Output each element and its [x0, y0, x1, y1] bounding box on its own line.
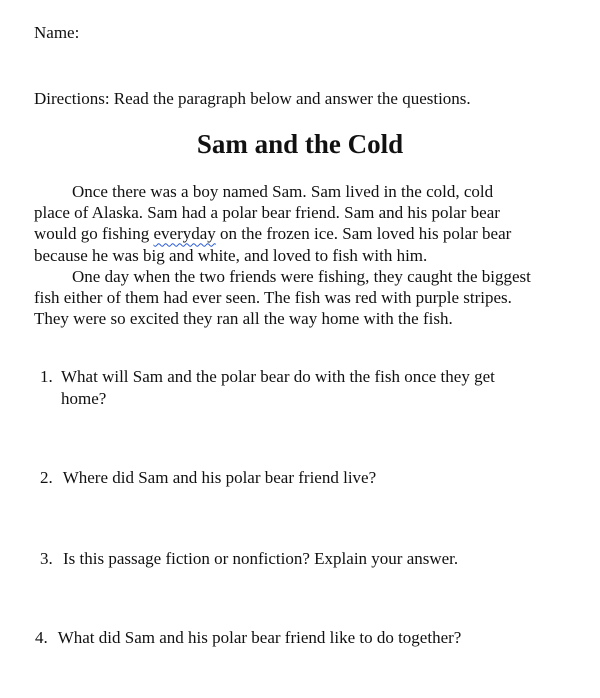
question-text: Where did Sam and his polar bear friend live?: [62, 468, 377, 487]
question-1: [40, 366, 495, 408]
spellcheck-flagged-word: everyday: [153, 224, 216, 244]
passage-paragraph-1: [34, 181, 574, 266]
passage-paragraph-2: [34, 266, 574, 330]
question-text: Is this passage fiction or nonfiction? Explain your answer.: [63, 549, 459, 568]
reading-passage: [34, 181, 574, 329]
directions-text: Directions: Read the paragraph below and answer the questions.: [34, 89, 471, 108]
question-3: [40, 548, 458, 570]
question-4: [35, 627, 461, 649]
passage-line: place of Alaska. Sam had a polar bear friend. Sam and his polar bear: [34, 203, 500, 223]
passage-line: [34, 223, 574, 244]
question-number: 1.: [40, 367, 53, 386]
passage-line: They were so excited they ran all the way home with the fish.: [34, 309, 453, 329]
passage-title: Sam and the Cold: [196, 129, 404, 159]
passage-line: because he was big and white, and loved to fish with him.: [34, 245, 428, 265]
name-label: Name:: [34, 23, 80, 42]
question-2: [40, 467, 376, 489]
question-number: 4.: [35, 628, 48, 647]
question-number: 3.: [40, 549, 53, 568]
passage-line: One day when the two friends were fishing, they caught the biggest: [72, 266, 531, 286]
passage-line: fish either of them had ever seen. The fish was red with purple stripes.: [34, 288, 512, 308]
question-number: 2.: [40, 468, 53, 487]
passage-text: on the frozen ice. Sam loved his polar bear: [215, 224, 512, 244]
passage-text: would go fishing: [34, 224, 154, 244]
question-text: What did Sam and his polar bear friend like to do together?: [57, 628, 462, 647]
passage-line: Once there was a boy named Sam. Sam lived in the cold, cold: [72, 182, 494, 201]
question-text: What will Sam and the polar bear do with the fish once they get home?: [61, 367, 495, 408]
